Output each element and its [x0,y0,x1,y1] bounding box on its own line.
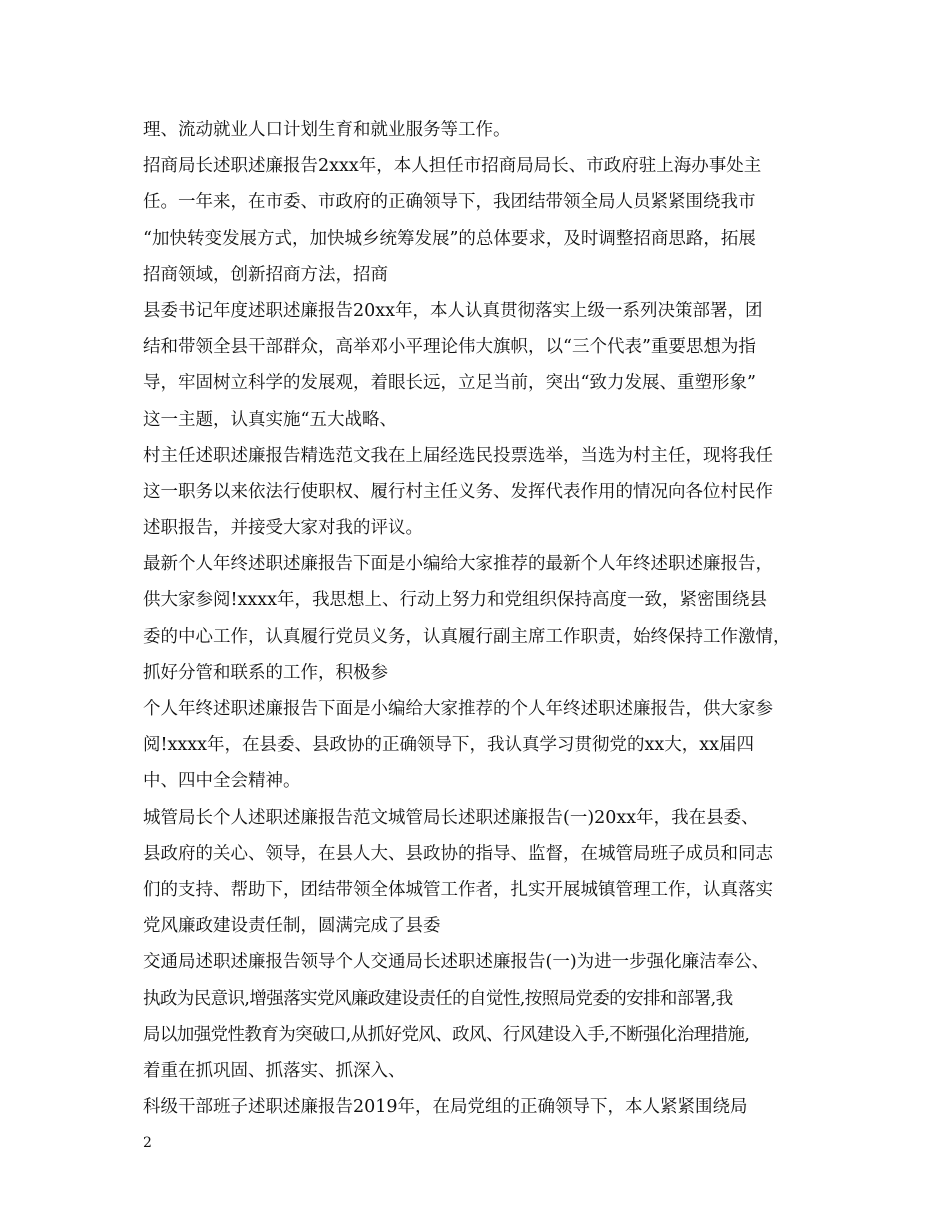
text-line: 委的中心工作，认真履行党员义务，认真履行副主席工作职责，始终保持工作激情， [143,626,791,647]
text-line: 县政府的关心、领导，在县人大、县政协的指导、监督，在城管局班子成员和同志 [143,843,773,864]
text-line: 这一职务以来依法行使职权、履行村主任义务、发挥代表作用的情况向各位村民作 [143,481,773,502]
text-line: 导，牢固树立科学的发展观，着眼长远，立足当前，突出“致力发展、重塑形象” [143,373,756,394]
text-line: 供大家参阅!xxxx年，我思想上、行动上努力和党组织保持高度一致，紧密围绕县 [143,590,768,611]
text-line: 招商领域，创新招商方法，招商 [143,264,388,285]
document-body [143,112,833,1125]
text-line: 们的支持、帮助下，团结带领全体城管工作者，扎实开展城镇管理工作，认真落实 [143,879,773,900]
text-line: 执政为民意识,增强落实党风廉政建设责任的自觉性,按照局党委的安排和部署,我 [143,988,733,1009]
text-line: 抓好分管和联系的工作，积极参 [143,662,388,683]
text-line: 科级干部班子述职述廉报告2019年，在局党组的正确领导下，本人紧紧围绕局 [143,1097,748,1118]
page-number: 2 [143,1135,152,1151]
text-line: 个人年终述职述廉报告下面是小编给大家推荐的个人年终述职述廉报告，供大家参 [143,699,773,719]
text-line: 交通局述职述廉报告领导个人交通局长述职述廉报告(一)为进一步强化廉洁奉公、 [143,952,770,973]
text-line: 县委书记年度述职述廉报告20xx年，本人认真贯彻落实上级一系列决策部署，团 [143,300,763,321]
text-line: 招商局长述职述廉报告2xxx年，本人担任市招商局局长、市政府驻上海办事处主 [143,156,762,177]
text-line: 结和带领全县干部群众，高举邓小平理论伟大旗帜，以“三个代表”重要思想为指 [143,337,756,358]
text-line: 局以加强党性教育为突破口,从抓好党风、政风、行风建设入手,不断强化治理措施, [143,1024,750,1045]
text-line: 理、流动就业人口计划生育和就业服务等工作。 [143,120,511,140]
text-line: 村主任述职述廉报告精选范文我在上届经选民投票选举，当选为村主任，现将我任 [143,445,773,466]
text-line: 这一主题，认真实施“五大战略、 [143,409,397,430]
text-line: 党风廉政建设责任制，圆满完成了县委 [143,916,441,937]
text-line: 中、四中全会精神。 [143,771,301,792]
text-line: 最新个人年终述职述廉报告下面是小编给大家推荐的最新个人年终述职述廉报告， [143,554,773,575]
text-line: 着重在抓巩固、抓落实、抓深入、 [143,1060,406,1081]
text-line: 阅!xxxx年，在县委、县政协的正确领导下，我认真学习贯彻党的xx大，xx届四 [143,735,754,756]
text-line: 城管局长个人述职述廉报告范文城管局长述职述廉报告(一)20xx年，我在县委、 [143,807,759,828]
text-line: “加快转变发展方式，加快城乡统筹发展”的总体要求，及时调整招商思路，拓展 [143,228,756,249]
text-line: 任。一年来，在市委、市政府的正确领导下，我团结带领全局人员紧紧围绕我市 [143,192,756,213]
text-line: 述职报告，并接受大家对我的评议。 [143,518,423,539]
